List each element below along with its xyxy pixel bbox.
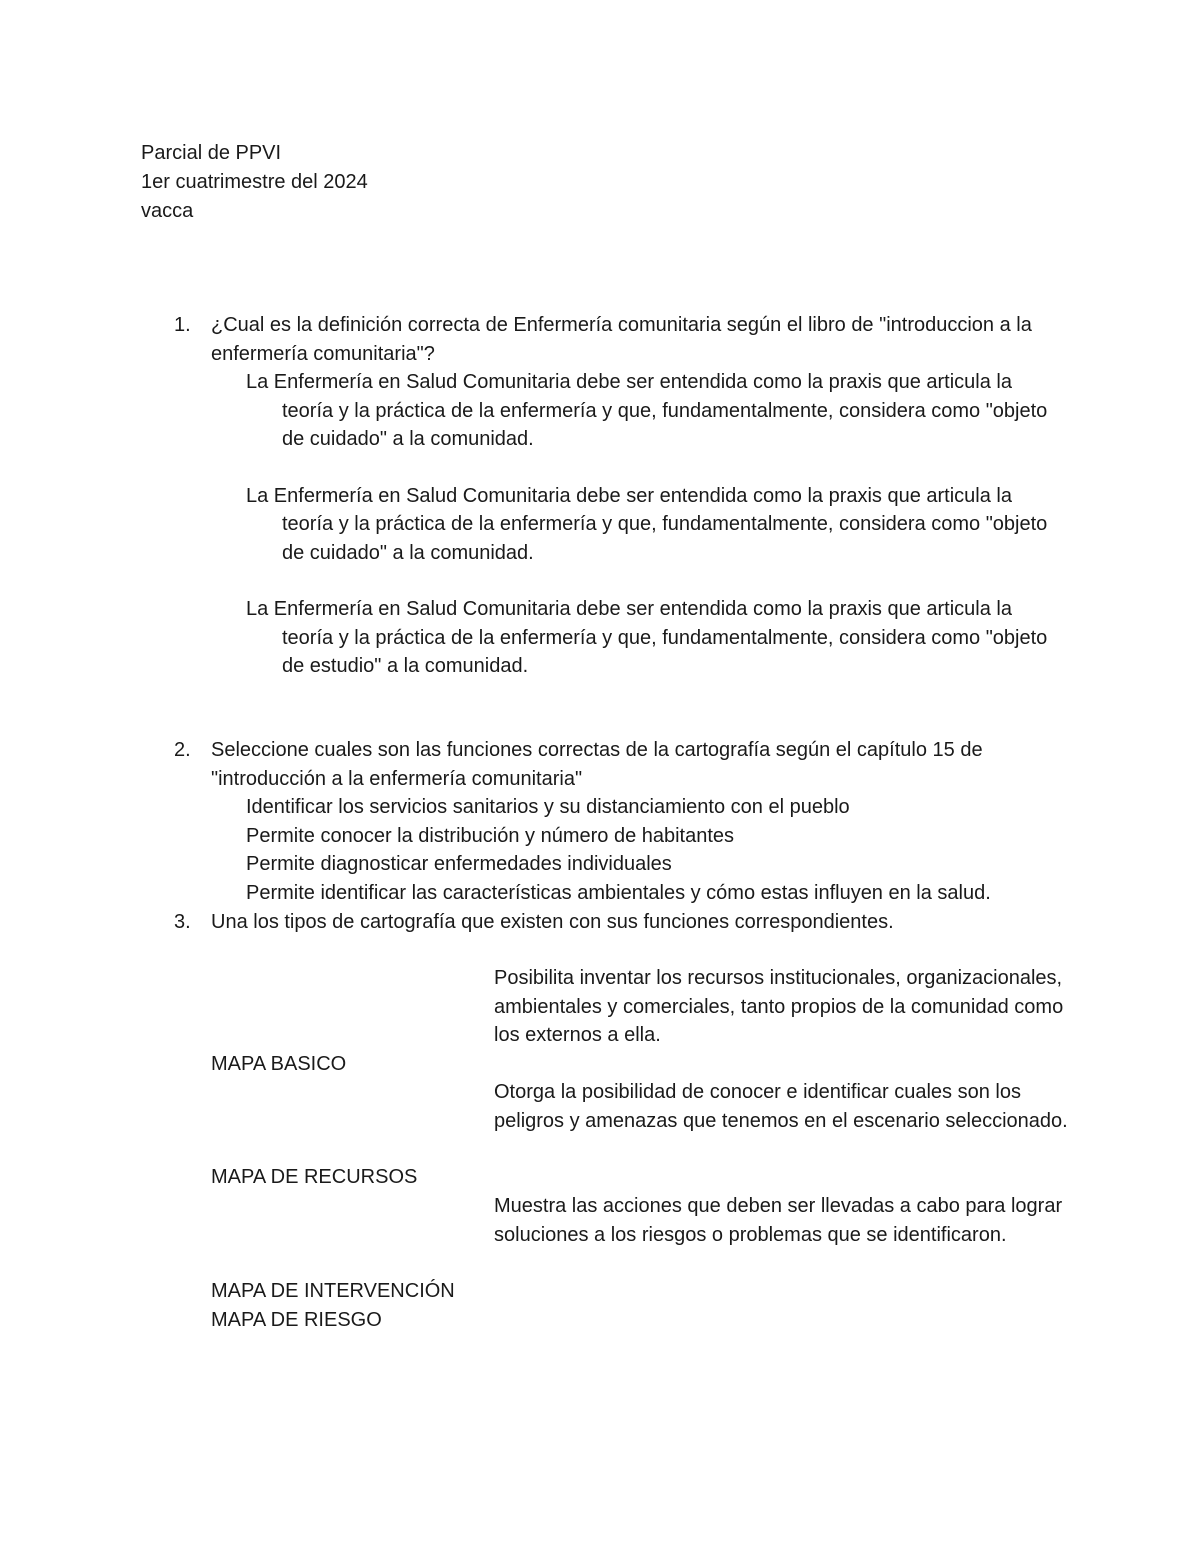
document-header [141, 139, 368, 226]
document-period: 1er cuatrimestre del 2024 [141, 171, 368, 193]
answer-option: Identificar los servicios sanitarios y su distanciamiento con el pueblo [246, 796, 850, 818]
question-2 [174, 736, 1074, 907]
document-author: vacca [141, 200, 194, 222]
document-title: Parcial de PPVI [141, 142, 282, 164]
question-1 [174, 311, 1074, 681]
question-number: 1. [174, 314, 191, 336]
question-number: 3. [174, 911, 191, 933]
answer-option: La Enfermería en Salud Comunitaria debe ser entendida como la praxis que articula la teoría y la práctica de la enfermería y que, fundamentalmente, considera como "objeto de cuidado" a la comunidad. [246, 484, 1048, 564]
answer-option: Permite conocer la distribución y número de habitantes [246, 824, 735, 847]
map-function-text: Posibilita inventar los recursos institucionales, organizacionales, ambientales y comerciales, tanto propios de la comunidad como los externos a ella. [494, 967, 1064, 1046]
map-function-text: Otorga la posibilidad de conocer e identificar cuales son los peligros y amenazas que tenemos en el escenario seleccionado. [494, 1081, 1068, 1132]
answer-option: La Enfermería en Salud Comunitaria debe ser entendida como la praxis que articula la teoría y la práctica de la enfermería y que, fundamentalmente, considera como "objeto de estudio" a la comunidad. [246, 598, 1048, 677]
question-number: 2. [174, 739, 191, 761]
question-text: Seleccione cuales son las funciones correctas de la cartografía según el capítulo 15 de "introducción a la enfermería comunitaria" [211, 739, 983, 790]
map-type-label: MAPA DE RIESGO [211, 1309, 382, 1331]
question-text: ¿Cual es la definición correcta de Enfermería comunitaria según el libro de "introduccion a la enfermería comunitaria"? [211, 314, 1032, 365]
answer-option: Permite diagnosticar enfermedades individuales [246, 853, 672, 875]
question-text: Una los tipos de cartografía que existen con sus funciones correspondientes. [211, 911, 894, 933]
map-type-label: MAPA BASICO [211, 1053, 347, 1075]
map-function-text: Muestra las acciones que deben ser llevadas a cabo para lograr soluciones a los riesgos o problemas que se identificaron. [494, 1195, 1063, 1246]
answer-option: La Enfermería en Salud Comunitaria debe ser entendida como la praxis que articula la teoría y la práctica de la enfermería y que, fundamentalmente, considera como "objeto de cuidado" a la comunidad. [246, 371, 1048, 450]
map-type-label: MAPA DE INTERVENCIÓN [211, 1280, 455, 1302]
question-3 [174, 908, 1074, 937]
answer-option: Permite identificar las características ambientales y cómo estas influyen en la salud. [246, 881, 991, 904]
map-type-label: MAPA DE RECURSOS [211, 1166, 418, 1188]
